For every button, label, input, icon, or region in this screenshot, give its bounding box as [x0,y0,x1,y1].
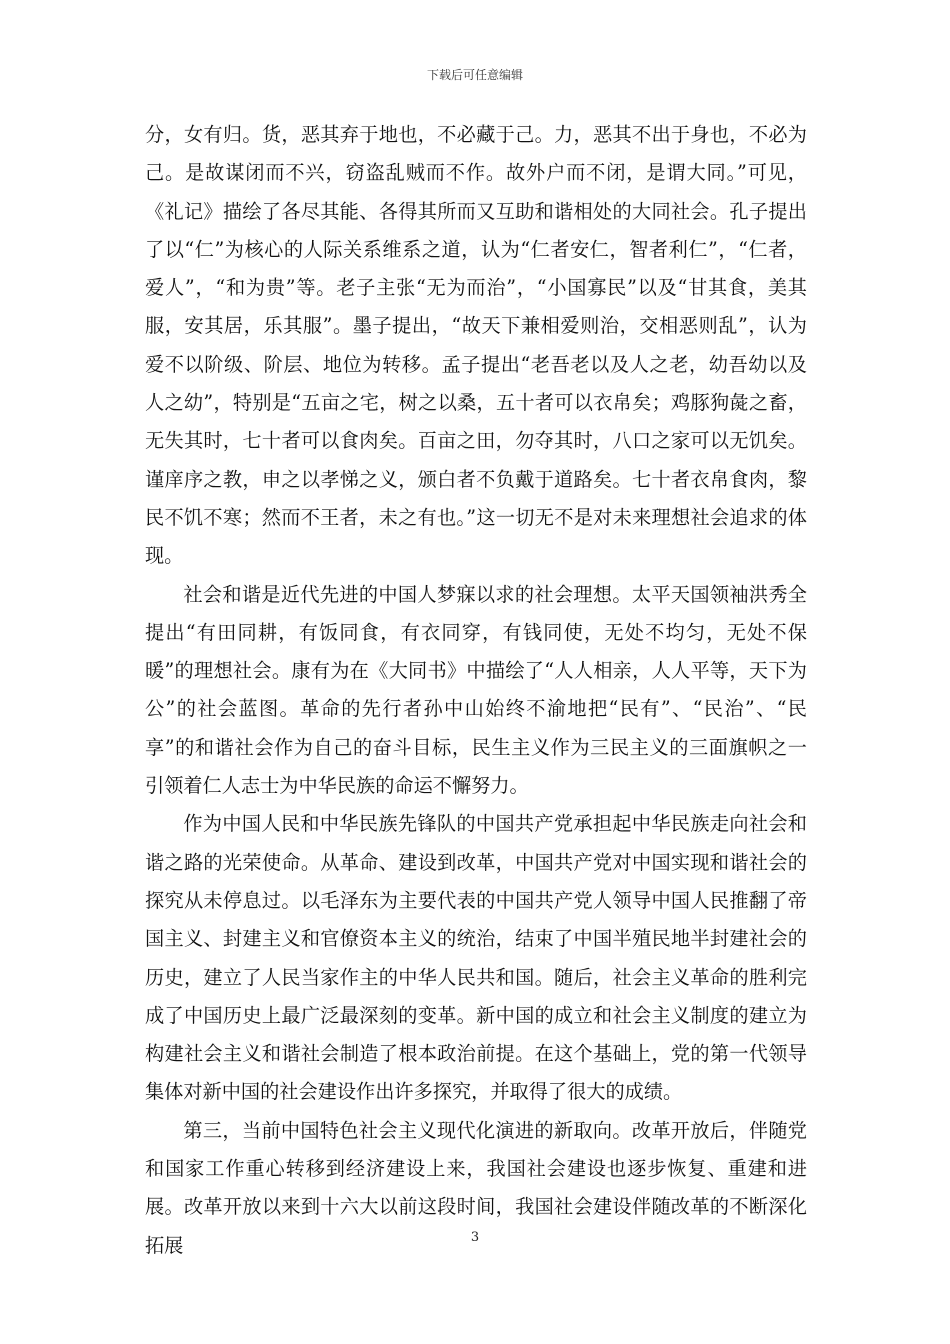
paragraph: 作为中国人民和中华民族先锋队的中国共产党承担起中华民族走向社会和谐之路的光荣使命。从革命、建设到改革，中国共产党对中国实现和谐社会的探究从未停息过。以毛泽东为主要代表的中国共产党人领导中国人民推翻了帝国主义、封建主义和官僚资本主义的统治，结束了中国半殖民地半封建社会的历史，建立了人民当家作主的中华人民共和国。随后，社会主义革命的胜利完成了中国历史上最广泛最深刻的变革。新中国的成立和社会主义制度的建立为构建社会主义和谐社会制造了根本政治前提。在这个基础上，党的第一代领导集体对新中国的社会建设作出许多探究，并取得了很大的成绩。 [145,812,807,1104]
paragraph: 社会和谐是近代先进的中国人梦寐以求的社会理想。太平天国领袖洪秀全提出“有田同耕，有饭同食，有衣同穿，有钱同使，无处不均匀，无处不保暖”的理想社会。康有为在《大同书》中描绘了“人人相亲，人人平等，天下为公”的社会蓝图。革命的先行者孙中山始终不渝地把“民有”、“民治”、“民享”的和谐社会作为自己的奋斗目标，民生主义作为三民主义的三面旗帜之一引领着仁人志士为中华民族的命运不懈努力。 [145,582,807,798]
paragraph-continued: 分，女有归。货，恶其弃于地也，不必藏于己。力，恶其不出于身也，不必为己。是故谋闭而不兴，窃盗乱贼而不作。故外户而不闭，是谓大同。”可见，《礼记》描绘了各尽其能、各得其所而又互助和谐相处的大同社会。孔子提出了以“仁”为核心的人际关系维系之道，认为“仁者安仁，智者利仁”，“仁者，爱人”，“和为贵”等。老子主张“无为而治”，“小国寡民”以及“甘其食，美其服，安其居，乐其服”。墨子提出，“故天下兼相爱则治，交相恶则乱”，认为爱不以阶级、阶层、地位为转移。孟子提出“老吾老以及人之老，幼吾幼以及人之幼”，特别是“五亩之宅，树之以桑，五十者可以衣帛矣；鸡豚狗彘之畜，无失其时，七十者可以食肉矣。百亩之田，勿夺其时，八口之家可以无饥矣。谨庠序之教，申之以孝悌之义，颁白者不负戴于道路矣。七十者衣帛食肉，黎民不饥不寒；然而不王者，未之有也。”这一切无不是对未来理想社会追求的体现。 [145,123,807,568]
document-body [145,116,807,1265]
page-number: 3 [470,1230,480,1245]
page-header: 下载后可任意编辑 [426,68,523,82]
paragraph: 第三，当前中国特色社会主义现代化演进的新取向。改革开放后，伴随党和国家工作重心转移到经济建设上来，我国社会建设也逐步恢复、重建和进展。改革开放以来到十六大以前这段时间，我国社会建设伴随改革的不断深化拓展 [145,1118,807,1257]
